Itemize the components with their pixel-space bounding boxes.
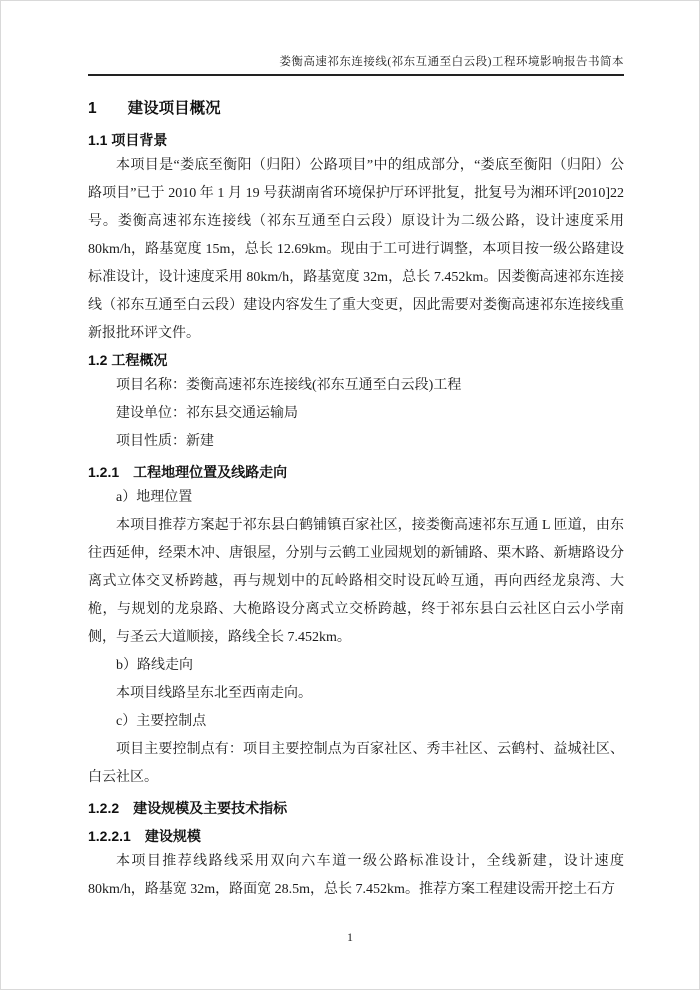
section-1-2-heading: 1.2 工程概况	[88, 352, 168, 368]
control-points-paragraph: 项目主要控制点有：项目主要控制点为百家社区、秀丰社区、云鹤村、益城社区、白云社区。	[88, 742, 624, 785]
section-1-2-1-heading: 1.2.1 工程地理位置及线路走向	[88, 464, 288, 480]
geographic-location-paragraph: 本项目推荐方案起于祁东县白鹤铺镇百家社区，接娄衡高速祁东互通 L 匝道，由东往西延伸，经栗木冲、唐银屋，分别与云鹤工业园规划的新铺路、栗木路、新塘路设分离式立体交叉桥跨越，再与规划中的瓦岭路相交时设瓦岭互通，再向西经龙泉湾、大桅，与规划的龙泉路、大桅路设分离式立交桥跨越，终于祁东县白云社区白云小学南侧，与圣云大道顺接，路线全长 7.452km。	[88, 518, 624, 645]
route-direction-paragraph: 本项目线路呈东北至西南走向。	[116, 686, 312, 701]
section-1-2-2-1-heading: 1.2.2.1 建设规模	[88, 828, 201, 844]
project-name-line: 项目名称：娄衡高速祁东连接线(祁东互通至白云段)工程	[116, 378, 462, 393]
page-number: 1	[347, 930, 353, 944]
section-1-1-paragraph: 本项目是“娄底至衡阳（归阳）公路项目”中的组成部分，“娄底至衡阳（归阳）公路项目”已于 2010 年 1 月 19 号获湖南省环境保护厅环评批复，批复号为湘环评[2010]22号。娄衡高速祁东连接线（祁东互通至白云段）原设计为二级公路，设计速度采用 80km/h，路基宽度 15m，总长 12.69km。现由于工可进行调整，本项目按一级公路建设标准设计，设计速度采用 80km/h，路基宽度 32m，总长 7.452km。因娄衡高速祁东连接线（祁东互通至白云段）建设内容发生了重大变更，因此需要对娄衡高速祁东连接线重新报批环评文件。	[88, 158, 624, 341]
subitem-b-label: b）路线走向	[116, 658, 193, 673]
running-header: 娄衡高速祁东连接线(祁东互通至白云段)工程环境影响报告书简本	[88, 53, 624, 76]
subitem-c-label: c）主要控制点	[116, 714, 207, 729]
construction-scale-paragraph: 本项目推荐线路线采用双向六车道一级公路标准设计，全线新建，设计速度 80km/h，路基宽 32m，路面宽 28.5m，总长 7.452km。推荐方案工程建设需开挖土石方	[88, 854, 624, 897]
page-content	[88, 53, 624, 904]
construction-unit-line: 建设单位：祁东县交通运输局	[116, 406, 298, 421]
section-1-2-2-heading: 1.2.2 建设规模及主要技术指标	[88, 800, 288, 816]
subitem-a-label: a）地理位置	[116, 490, 193, 505]
section-1-1-heading: 1.1 项目背景	[88, 132, 168, 148]
chapter-heading: 1 建设项目概况	[88, 100, 221, 117]
project-nature-line: 项目性质：新建	[116, 434, 214, 449]
